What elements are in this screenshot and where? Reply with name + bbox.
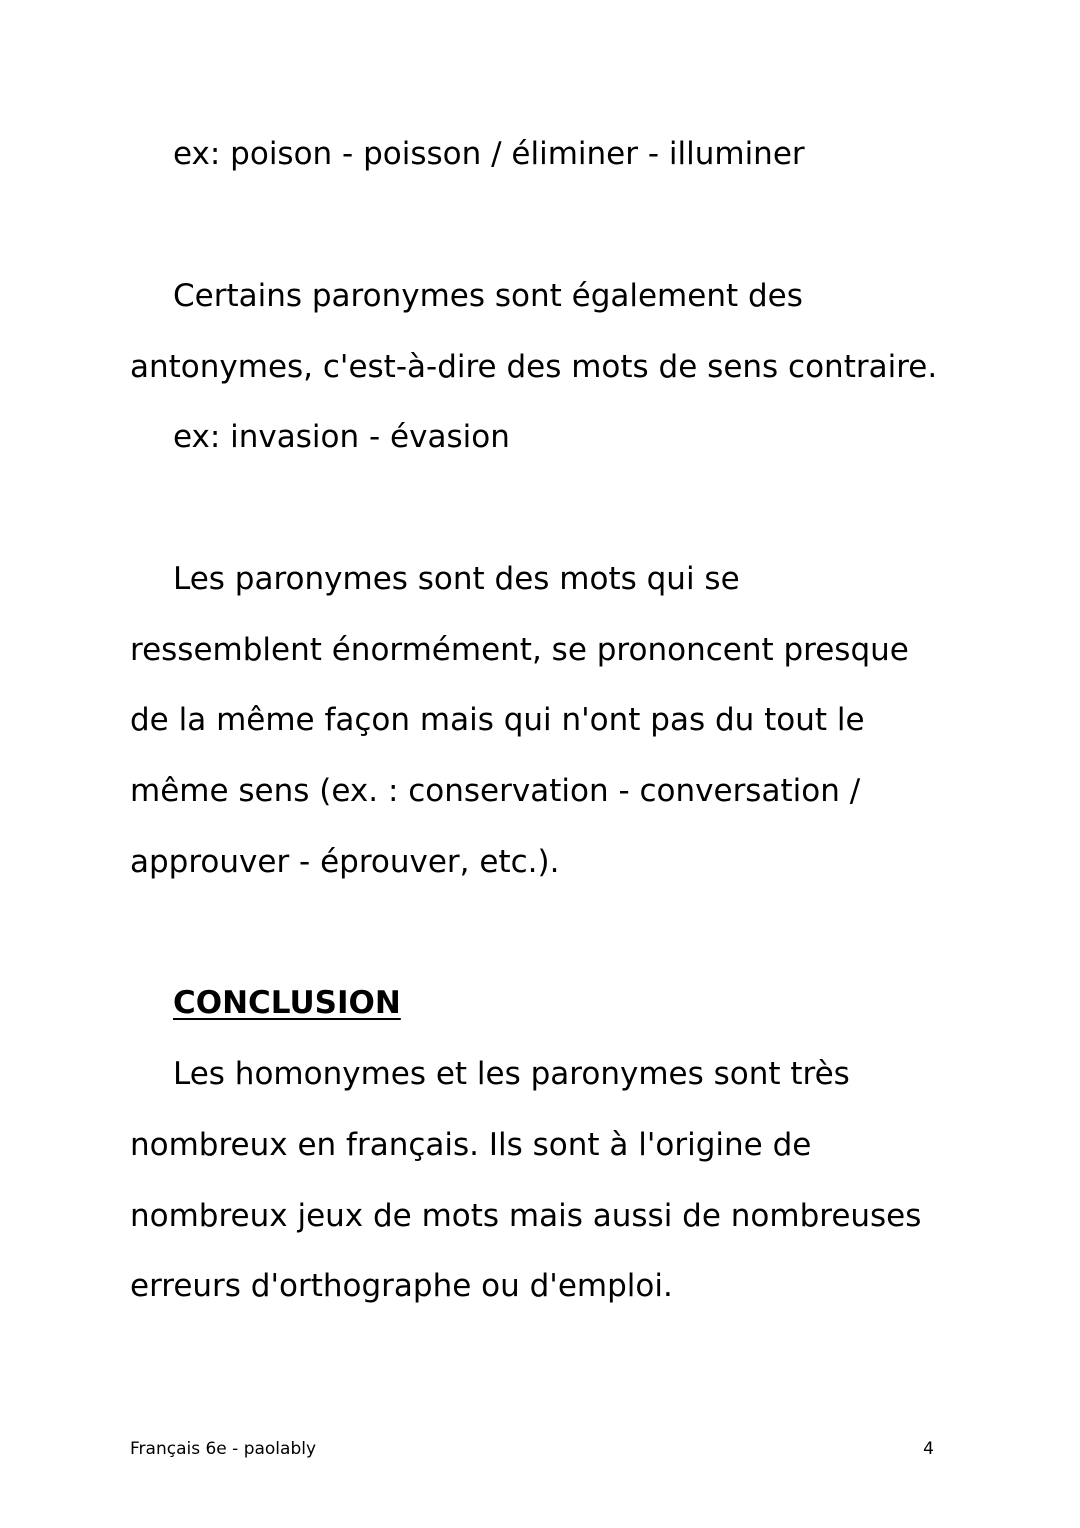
paragraph-line: antonymes, c'est-à-dire des mots de sens contraire. [130, 349, 938, 385]
paragraph-line: Certains paronymes sont également des [173, 278, 803, 314]
footer-course-label: Français 6e - paolably [130, 1439, 317, 1459]
conclusion-line: erreurs d'orthographe ou d'emploi. [130, 1268, 673, 1304]
conclusion-line: Les homonymes et les paronymes sont très [173, 1056, 850, 1092]
page-number: 4 [923, 1439, 934, 1459]
conclusion-heading: CONCLUSION [173, 985, 401, 1021]
paragraph-line: approuver - éprouver, etc.). [130, 844, 560, 880]
paragraph-line: Les paronymes sont des mots qui se [173, 561, 740, 597]
example-line-invasion: ex: invasion - évasion [173, 419, 510, 455]
paragraph-line: de la même façon mais qui n'ont pas du tout le [130, 702, 865, 738]
conclusion-line: nombreux en français. Ils sont à l'origine de [130, 1127, 812, 1163]
example-line-poison: ex: poison - poisson / éliminer - illuminer [173, 136, 805, 172]
paragraph-line: ressemblent énormément, se prononcent presque [130, 632, 909, 668]
conclusion-line: nombreux jeux de mots mais aussi de nombreuses [130, 1198, 922, 1234]
paragraph-line: même sens (ex. : conservation - conversation / [130, 773, 861, 809]
